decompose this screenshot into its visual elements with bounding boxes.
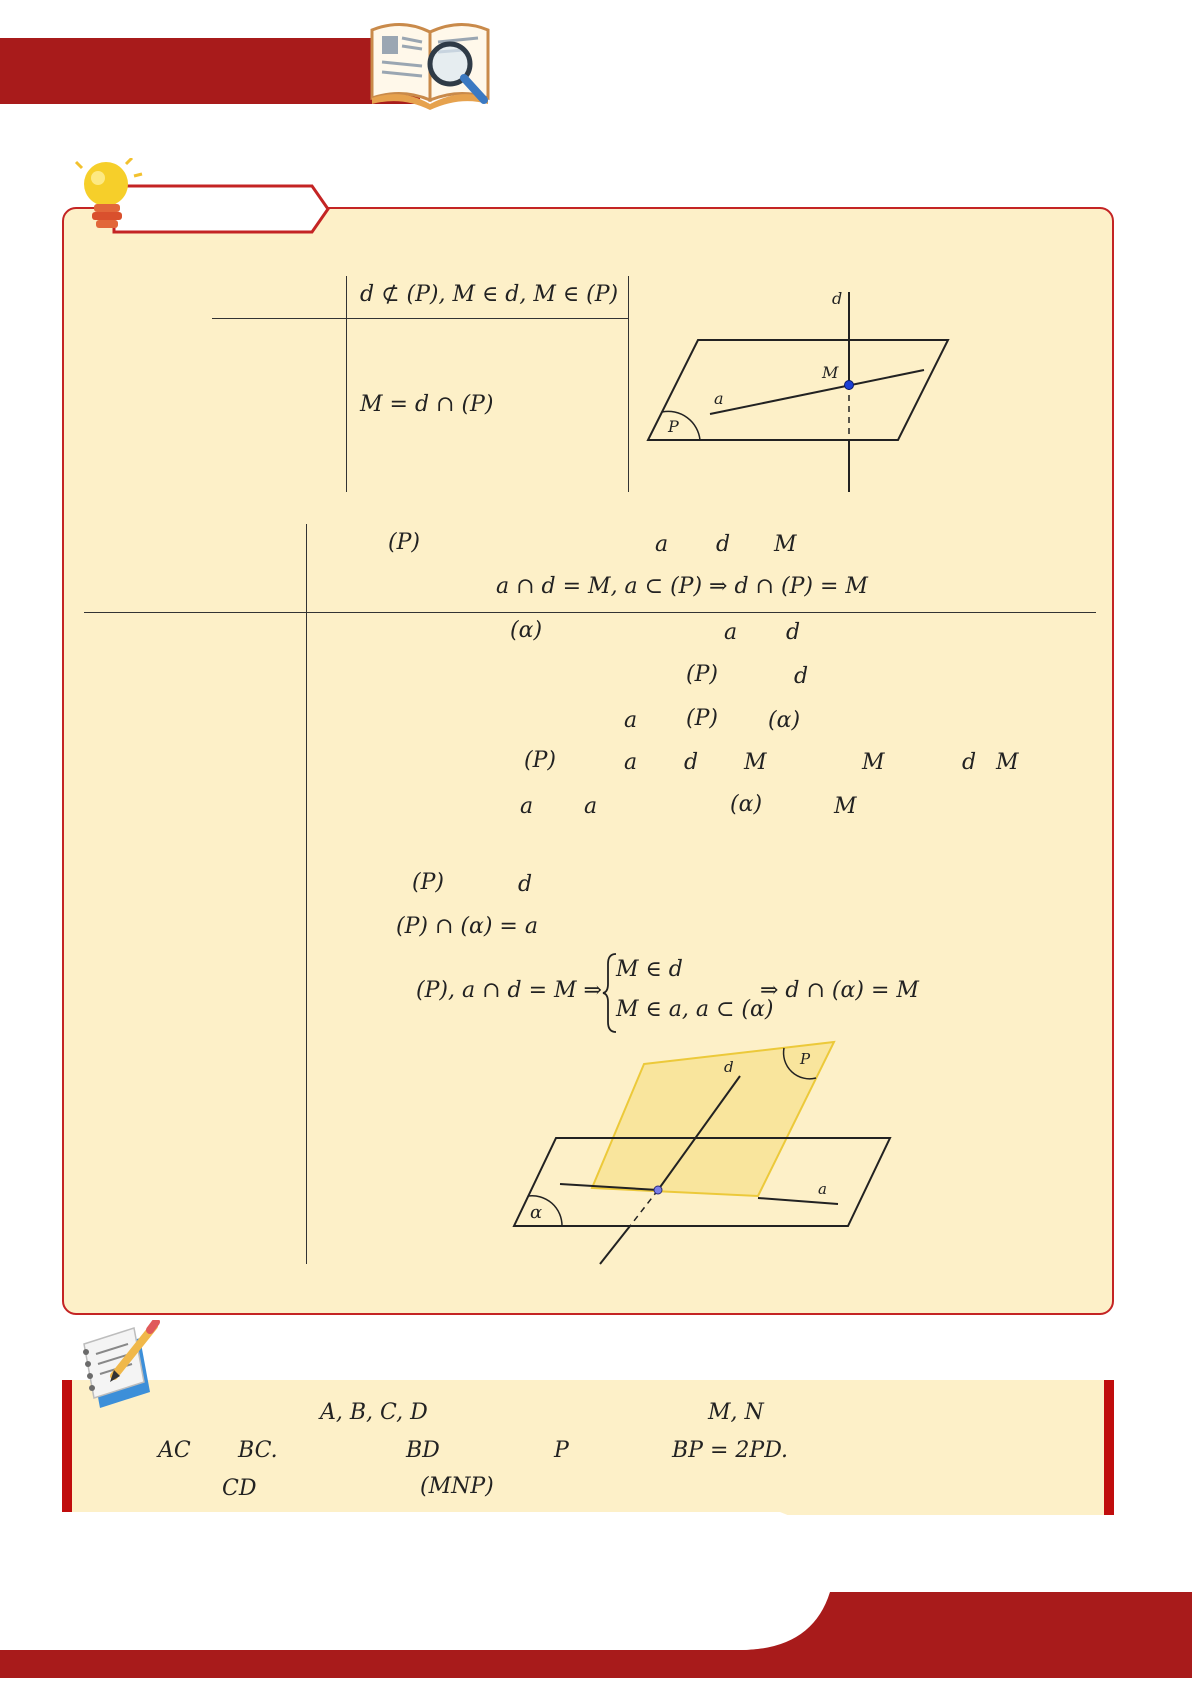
m2-step4-p: (P) <box>524 748 556 773</box>
m2-step4-m3: M <box>996 750 1019 775</box>
m2-sol3-top: M ∈ d <box>616 957 683 982</box>
m2-intro-d: d <box>716 532 731 557</box>
m2-step4-d2: d <box>962 750 977 775</box>
plane-p-shape <box>592 1042 834 1196</box>
m2-step3-p: (P) <box>686 706 718 731</box>
method1-row-divider <box>212 318 628 319</box>
line-d-hidden <box>630 1190 658 1226</box>
m2-step2-plane: (P) <box>686 662 718 687</box>
example-bc: BC. <box>238 1438 278 1463</box>
label-p: P <box>800 1050 811 1068</box>
section-tag <box>112 184 330 234</box>
m2-formula: a ∩ d = M, a ⊂ (P) ⇒ d ∩ (P) = M <box>496 574 868 599</box>
example-bd: BD <box>406 1438 440 1463</box>
example-box <box>62 1380 1114 1515</box>
header-band <box>0 38 420 104</box>
point-m <box>845 381 854 390</box>
method2-divider <box>306 524 307 1264</box>
example-cd: CD <box>222 1476 257 1501</box>
label-d: d <box>832 289 843 308</box>
m2-step4-m1: M <box>744 750 767 775</box>
label-a: a <box>714 389 724 408</box>
method2-row-divider <box>84 612 1096 613</box>
lightbulb-icon <box>74 158 144 236</box>
m2-step5-m: M <box>834 794 857 819</box>
label-alpha: α <box>530 1202 543 1223</box>
m2-step4-d: d <box>684 750 699 775</box>
method1-divider-right <box>628 276 629 492</box>
m2-step5-a2: a <box>584 794 598 819</box>
example-mn: M, N <box>708 1400 764 1425</box>
m2-intro-a: a <box>655 532 669 557</box>
method1-divider-left <box>346 276 347 492</box>
label-m: M <box>822 363 839 382</box>
label-d: d <box>724 1058 734 1076</box>
method1-conclusion: M = d ∩ (P) <box>360 392 494 417</box>
notebook-pencil-icon <box>70 1320 162 1410</box>
point-m <box>654 1186 662 1194</box>
m2-sol1-p: (P) <box>412 870 444 895</box>
plane-p <box>648 340 948 440</box>
example-points: A, B, C, D <box>320 1400 428 1425</box>
example-p: P <box>554 1438 569 1463</box>
m2-step1-d: d <box>786 620 801 645</box>
method2-figure <box>508 1036 898 1266</box>
m2-step3-a: a <box>624 708 638 733</box>
footer-band <box>0 1512 1192 1685</box>
m2-sol2: (P) ∩ (α) = a <box>396 914 538 939</box>
m2-step2-d: d <box>794 664 809 689</box>
m2-sol1-d: d <box>518 872 533 897</box>
m2-intro-plane: (P) <box>388 530 420 555</box>
m2-step4-a: a <box>624 750 638 775</box>
method1-condition: d ⊄ (P), M ∈ d, M ∈ (P) <box>360 282 619 307</box>
example-mnp: (MNP) <box>420 1474 494 1499</box>
m2-step3-alpha: (α) <box>768 708 801 733</box>
label-p: P <box>668 417 679 436</box>
example-ratio: BP = 2PD. <box>672 1438 789 1463</box>
m2-step5-a1: a <box>520 794 534 819</box>
m2-intro-m: M <box>774 532 797 557</box>
m2-step1-plane: (α) <box>510 618 543 643</box>
m2-sol3-right: ⇒ d ∩ (α) = M <box>760 978 919 1003</box>
m2-step4-m2: M <box>862 750 885 775</box>
example-ac: AC <box>158 1438 191 1463</box>
book-magnifier-icon <box>368 12 494 110</box>
m2-step5-alpha: (α) <box>730 792 763 817</box>
m2-sol3-left: (P), a ∩ d = M ⇒ <box>416 978 602 1003</box>
line-d-lower <box>600 1226 630 1264</box>
method1-figure <box>640 282 960 492</box>
m2-sol3-bottom: M ∈ a, a ⊂ (α) <box>616 997 774 1022</box>
line-a-right <box>758 1198 838 1204</box>
m2-step1-a: a <box>724 620 738 645</box>
line-a <box>710 370 924 414</box>
label-a: a <box>818 1180 827 1198</box>
